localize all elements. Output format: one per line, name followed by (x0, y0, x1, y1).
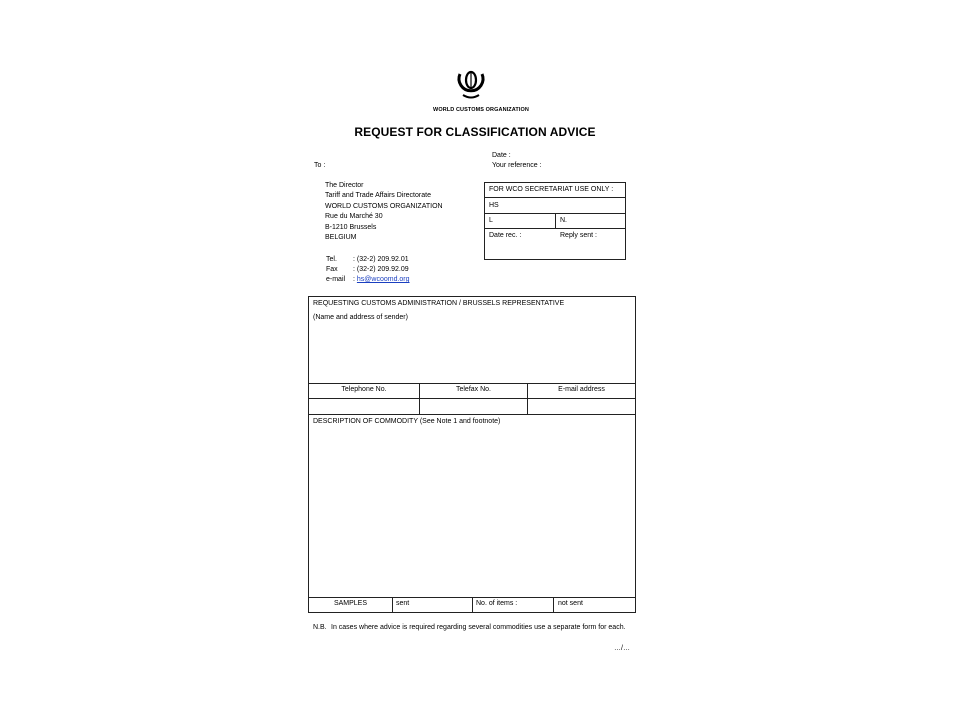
page-title: REQUEST FOR CLASSIFICATION ADVICE (354, 125, 596, 139)
email-input[interactable] (528, 399, 635, 414)
secretariat-heading: FOR WCO SECRETARIAT USE ONLY : (485, 183, 625, 198)
organization-name: WORLD CUSTOMS ORGANIZATION (433, 107, 529, 113)
request-form (308, 296, 636, 613)
telefax-column-header: Telefax No. (455, 386, 492, 393)
samples-sent-option[interactable]: sent (396, 600, 410, 607)
tel-label: Tel. (326, 256, 337, 263)
l-field[interactable]: L (485, 214, 625, 229)
date-label: Date : (492, 152, 511, 159)
reference-label: Your reference : (492, 162, 542, 169)
recipient-address (325, 182, 443, 244)
divider (555, 214, 556, 229)
wco-logo-icon (454, 64, 488, 104)
tel-value: : (32-2) 209.92.01 (353, 256, 409, 263)
to-label: To : (314, 162, 326, 169)
address-line: Tariff and Trade Affairs Directorate (325, 192, 431, 200)
address-line: Rue du Marché 30 (325, 213, 383, 221)
email-column-header: E-mail address (558, 386, 605, 393)
telefax-input[interactable] (420, 399, 527, 414)
address-line: B-1210 Brussels (325, 223, 377, 231)
description-heading: DESCRIPTION OF COMMODITY (See Note 1 and footnote) (313, 418, 501, 425)
samples-label: SAMPLES (333, 600, 368, 607)
address-line: BELGIUM (325, 233, 357, 241)
contact-block (326, 256, 410, 286)
fax-row (326, 266, 410, 276)
description-field[interactable] (309, 430, 635, 596)
reply-sent-field[interactable]: Reply sent : (560, 232, 597, 239)
footnote-text: In cases where advice is required regarding several commodities use a separate form for each. (331, 624, 626, 631)
email-label: e-mail (326, 276, 346, 283)
secretariat-use-box (484, 182, 626, 260)
divider (472, 597, 473, 612)
n-field[interactable]: N. (560, 217, 567, 224)
samples-not-sent-option[interactable]: not sent (558, 600, 583, 607)
divider (392, 597, 393, 612)
divider (309, 383, 635, 384)
fax-label: Fax (326, 266, 338, 273)
hs-field[interactable]: HS (485, 198, 625, 214)
email-row (326, 276, 410, 286)
sender-note: (Name and address of sender) (313, 314, 408, 321)
address-line: The Director (325, 182, 364, 189)
divider (553, 597, 554, 612)
divider (309, 414, 635, 415)
sender-address-field[interactable] (309, 325, 635, 381)
number-of-items-field[interactable]: No. of items : (476, 600, 518, 607)
footnote-marker: N.B. (313, 624, 327, 631)
requesting-administration-heading: REQUESTING CUSTOMS ADMINISTRATION / BRUSSELS REPRESENTATIVE (313, 300, 565, 307)
fax-value: : (32-2) 209.92.09 (353, 266, 409, 273)
date-received-field[interactable]: Date rec. : (489, 232, 522, 239)
telephone-column-header: Telephone No. (341, 386, 387, 393)
continuation-marker: …/… (614, 645, 630, 652)
email-separator: : (353, 276, 355, 283)
telephone-input[interactable] (309, 399, 419, 414)
email-link[interactable]: hs@wcoomd.org (356, 276, 410, 283)
address-line: WORLD CUSTOMS ORGANIZATION (325, 202, 443, 210)
telephone-row (326, 256, 410, 266)
